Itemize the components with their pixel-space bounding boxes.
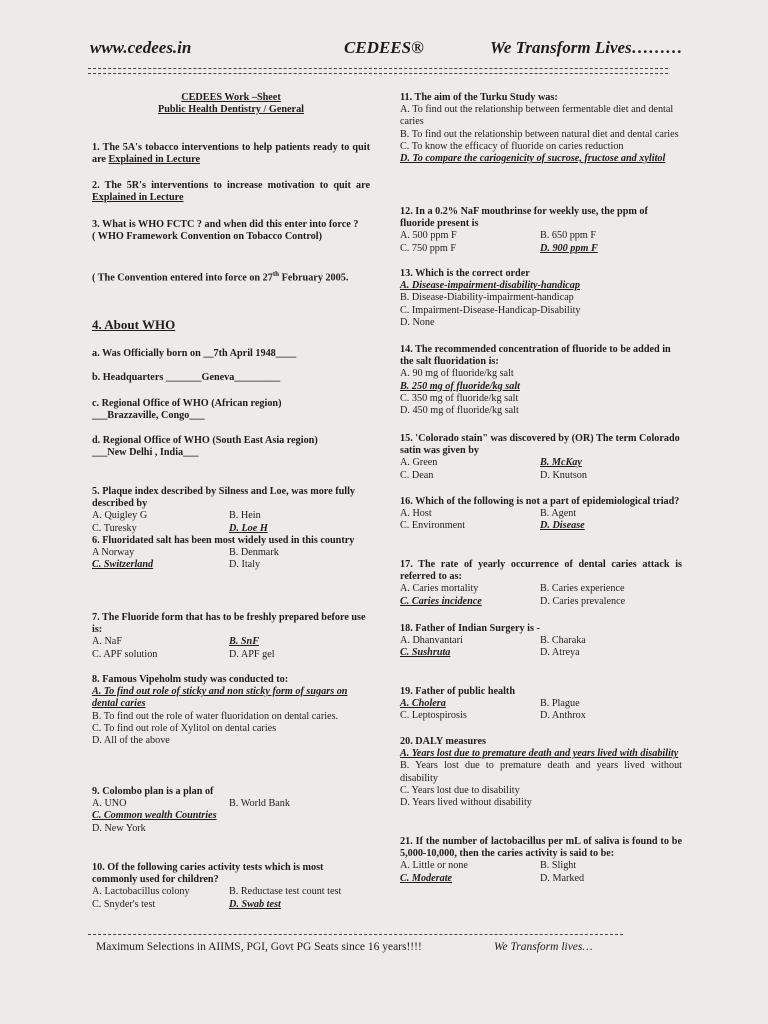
footer-divider <box>88 934 623 935</box>
question-17: 17. The rate of yearly occurrence of dental caries attack is referred to as: A. Caries mortality B. Caries experience C. Caries incidence D. Caries prevalence <box>400 559 682 607</box>
question-13: 13. Which is the correct order A. Disease-impairment-disability-handicap B. Disease-Diability-impairment-handicap C. Impairment-Disease-Handicap-Disability D. None <box>400 268 581 328</box>
question-11: 11. The aim of the Turku Study was: A. To find out the relationship between fermentable diet and dental caries B. To find out the relationship between natural diet and dental caries C. To know the efficacy of fluoride on caries reduction D. To compare the cariogenicity of sucrose, fructose and xylitol <box>400 92 679 165</box>
question-9: 9. Colombo plan is a plan of A. UNO B. World Bank C. Common wealth Countries D. New York <box>92 786 290 834</box>
worksheet-title: CEDEES Work –Sheet Public Health Dentistry / General <box>157 92 304 116</box>
footer-right-text: We Transform lives… <box>494 941 593 953</box>
question-3-note: ( The Convention entered into force on 27th February 2005. <box>92 270 349 284</box>
question-1: 1. The 5A's tobacco interventions to help patients ready to quit are Explained in Lecture <box>92 142 370 166</box>
header-website: www.cedees.in <box>90 38 192 57</box>
footer-left-text: Maximum Selections in AIIMS, PGI, Govt PG Seats since 16 years!!!! <box>96 941 422 953</box>
header-divider <box>88 68 668 69</box>
header-tagline: We Transform Lives……… <box>490 38 683 57</box>
question-15: 15. 'Colorado stain" was discovered by (OR) The term Colorado satin was given by A. Green B. McKay C. Dean D. Knutson <box>400 433 680 481</box>
question-10: 10. Of the following caries activity tests which is most commonly used for children? A. Lactobacillus colony B. Reductase test count test C. Snyder's test D. Swab test <box>92 862 342 910</box>
question-21: 21. If the number of lactobacillus per mL of saliva is found to be 5,000-10,000, then the caries activity is said to be: A. Little or none B. Slight C. Moderate D. Marked <box>400 836 682 884</box>
question-18: 18. Father of Indian Surgery is - A. Dhanvantari B. Charaka C. Sushruta D. Atreya <box>400 623 586 659</box>
header-brand: CEDEES® <box>344 38 424 57</box>
question-19: 19. Father of public health A. Cholera B. Plague C. Leptospirosis D. Anthrox <box>400 686 586 722</box>
question-4a: a. Was Officially born on __7th April 1948____ <box>92 348 297 359</box>
question-14: 14. The recommended concentration of fluoride to be added in the salt fluoridation is: A. 90 mg of fluoride/kg salt B. 250 mg of fluoride/kg salt C. 350 mg of fluoride/kg salt D. 450 mg of fluoride/kg salt <box>400 344 671 417</box>
question-4d: d. Regional Office of WHO (South East Asia region) ___New Delhi , India___ <box>92 435 318 459</box>
question-12: 12. In a 0.2% NaF mouthrinse for weekly use, the ppm of fluoride present is A. 500 ppm F B. 650 ppm F C. 750 ppm F D. 900 ppm F <box>400 206 648 254</box>
section-about-who: 4. About WHO <box>92 317 176 332</box>
header-divider-2 <box>88 73 668 74</box>
question-6: 6. Fluoridated salt has been most widely used in this country A Norway B. Denmark C. Switzerland D. Italy <box>92 535 355 571</box>
question-7: 7. The Fluoride form that has to be freshly prepared before use is: A. NaF B. SnF C. APF solution D. APF gel <box>92 612 366 660</box>
question-5: 5. Plaque index described by Silness and Loe, was more fully described by A. Quigley G B. Hein C. Turesky D. Loe H <box>92 486 356 534</box>
question-8: 8. Famous Vipeholm study was conducted to: A. To find out role of sticky and non sticky form of sugars on dental caries B. To find out the role of water fluoridation on dental caries. C. To find out role of Xylitol on dental caries D. All of the above <box>92 674 348 747</box>
page-header <box>0 38 768 68</box>
page-footer <box>96 941 593 953</box>
question-2: 2. The 5R's interventions to increase motivation to quit are Explained in Lecture <box>92 180 370 204</box>
question-4c: c. Regional Office of WHO (African region) ___Brazzaville, Congo___ <box>92 398 282 422</box>
question-4b: b. Headquarters _______Geneva_________ <box>92 372 281 383</box>
question-16: 16. Which of the following is not a part of epidemiological triad? A. Host B. Agent C. Environment D. Disease <box>400 496 680 532</box>
question-20: 20. DALY measures A. Years lost due to premature death and years lived with disability B. Years lost due to premature death and years lived without disability C. Years lost due to disability D. Years lived without disability <box>400 736 682 809</box>
question-3: 3. What is WHO FCTC ? and when did this enter into force ? ( WHO Framework Convention on Tobacco Control) <box>92 219 359 243</box>
